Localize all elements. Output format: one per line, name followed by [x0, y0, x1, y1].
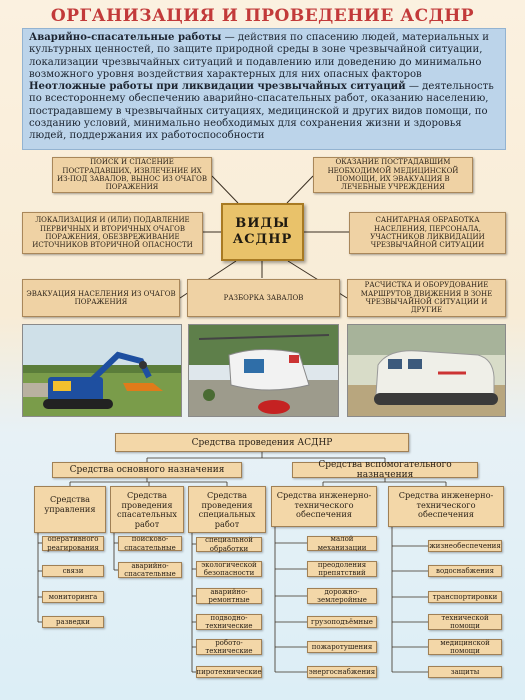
definition-term-1: Аварийно-спасательные работы — [29, 32, 222, 43]
col1-item: мониторинга — [42, 591, 104, 603]
type-medical-aid: ОКАЗАНИЕ ПОСТРАДАВШИМ НЕОБХОДИМОЙ МЕДИЦИНСКОЙ ПОМОЩИ, ИХ ЭВАКУАЦИЯ В ЛЕЧЕБНЫЕ УЧРЕЖДЕНИЯ — [313, 157, 473, 193]
poster-title: ОРГАНИЗАЦИЯ И ПРОВЕДЕНИЕ АСДНР — [50, 6, 475, 26]
means-col3-title: Средства проведения специальных работ — [188, 486, 266, 533]
col1-item: связи — [42, 565, 104, 577]
type-sanitization: САНИТАРНАЯ ОБРАБОТКА НАСЕЛЕНИЯ, ПЕРСОНАЛА, УЧАСТНИКОВ ЛИКВИДАЦИИ ЧРЕЗВЫЧАЙНОЙ СИТУАЦИИ — [349, 212, 506, 254]
means-col5-title: Средства инженерно-технического обеспечения — [388, 486, 504, 527]
col4-item: энергоснабжения — [307, 666, 377, 678]
col4-item: малой механизации — [307, 536, 377, 551]
type-route-clearing: РАСЧИСТКА И ОБОРУДОВАНИЕ МАРШРУТОВ ДВИЖЕНИЯ В ЗОНЕ ЧРЕЗВЫЧАЙНОЙ СИТУАЦИИ И ДРУГИЕ — [347, 279, 506, 317]
col5-item: водоснабжения — [428, 565, 502, 577]
col3-item: экологической безопасности — [196, 561, 262, 577]
col5-item: технической помощи — [428, 614, 502, 630]
col3-item: пиротехнические — [196, 666, 262, 678]
col5-item: медицинской помощи — [428, 639, 502, 655]
types-center-label: ВИДЫ АСДНР — [221, 203, 304, 261]
definition-term-2: Неотложные работы при ликвидации чрезвычайных ситуаций — [29, 81, 406, 93]
means-root: Средства проведения АСДНР — [115, 433, 409, 452]
col4-item: дорожно-землеройные — [307, 588, 377, 604]
col1-item: оперативного реагирования — [42, 536, 104, 551]
means-auxiliary: Средства вспомогательного назначения — [292, 462, 478, 478]
col2-item: аварийно-спасательные — [118, 562, 182, 578]
col1-item: разведки — [42, 616, 104, 628]
col5-item: защиты — [428, 666, 502, 678]
col3-item: робото-технические — [196, 639, 262, 655]
definition-text-1: — действия по спасению людей, материальных и культурных ценностей, по защите природной среды в зоне чрезвычайной ситуации, локализации чрезвычайных ситуаций и подавлению или доведению до минимально возможного уровня воздействия характерных для них опасных факторов — [29, 32, 490, 80]
col4-item: грузоподъёмные — [307, 616, 377, 628]
type-evacuation: ЭВАКУАЦИЯ НАСЕЛЕНИЯ ИЗ ОЧАГОВ ПОРАЖЕНИЯ — [22, 279, 180, 317]
means-col2-title: Средства проведения спасательных работ — [110, 486, 184, 533]
means-col1-title: Средства управления — [34, 486, 106, 533]
col3-item: подводно-технические — [196, 614, 262, 630]
means-col4-title: Средства инженерно-технического обеспечения — [271, 486, 377, 527]
col5-item: жизнеобеспечения — [428, 540, 502, 552]
col4-item: преодоления препятствий — [307, 561, 377, 577]
definition-text-2: — деятельность по всестороннему обеспечению аварийно-спасательных работ, оказанию населению, пострадавшему в чрезвычайных ситуациях, медицинской и других видов помощи, по созданию условий, минимально необходимых для сохранения жизни и здоровья людей, поддержания их работоспособности — [29, 81, 494, 142]
photo-helicopter — [188, 324, 339, 417]
col2-item: поисково-спасательные — [118, 536, 182, 551]
type-debris-clearing: РАЗБОРКА ЗАВАЛОВ — [187, 279, 340, 317]
photo-allterrain-vehicle — [347, 324, 506, 417]
col5-item: транспортировки — [428, 591, 502, 603]
means-main: Средства основного назначения — [52, 462, 242, 478]
type-localization: ЛОКАЛИЗАЦИЯ И (ИЛИ) ПОДАВЛЕНИЕ ПЕРВИЧНЫХ И ВТОРИЧНЫХ ОЧАГОВ ПОРАЖЕНИЯ, ОБЕЗВРЕЖИВАНИЕ ИСТОЧНИКОВ ВТОРИЧНОЙ ОПАСНОСТИ — [22, 212, 203, 254]
col3-item: специальной обработки — [196, 537, 262, 552]
col4-item: пожаротушения — [307, 641, 377, 653]
col3-item: аварийно-ремонтные — [196, 588, 262, 604]
photo-rescue-robot — [22, 324, 182, 417]
type-search-rescue: ПОИСК И СПАСЕНИЕ ПОСТРАДАВШИХ, ИЗВЛЕЧЕНИЕ ИХ ИЗ-ПОД ЗАВАЛОВ, ВЫНОС ИЗ ОЧАГОВ ПОРАЖЕНИЯ — [52, 157, 212, 193]
